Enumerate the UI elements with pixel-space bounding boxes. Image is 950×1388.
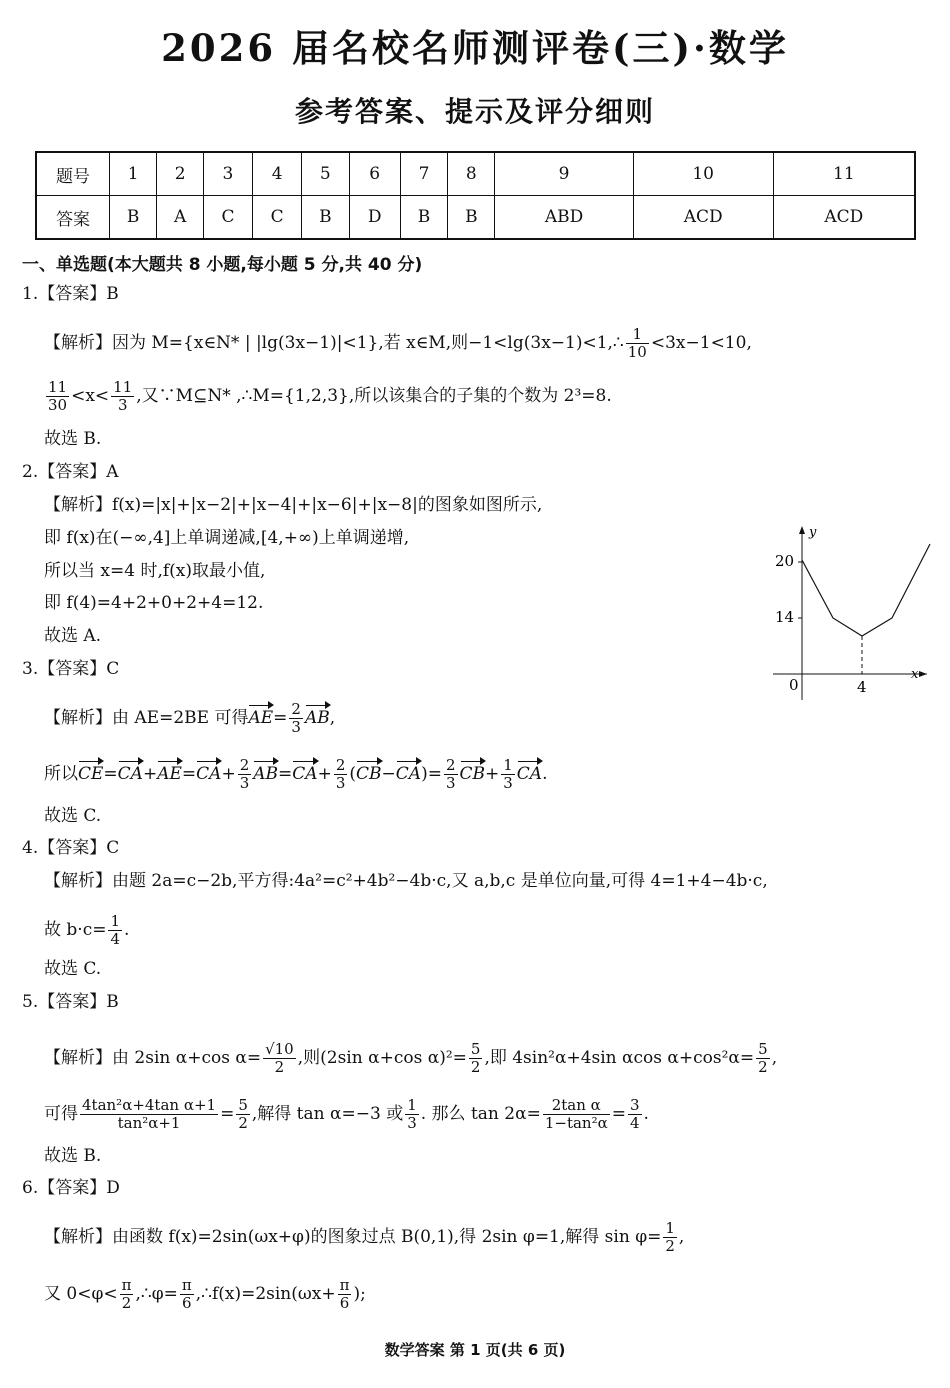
q6-text: 【解析】由函数 f(x)=2sin(ωx+φ)的图象过点 B(0,1),得 2sin φ=1,解得 sin φ= [44, 1227, 662, 1247]
q5-text: ,即 4sin²α+4sin αcos α+cos²α= [484, 1048, 755, 1068]
q1-text: ,又∵M⊆N* ,∴M={1,2,3},所以该集合的子集的个数为 2³=8. [136, 386, 612, 406]
q4-answer: 4.【答案】C [22, 838, 120, 858]
answer-cell: B [110, 196, 157, 240]
q3-line2: 所以CE=CA+AE=CA+ $\frac{2}{3}$ AB=CA+ $\frac{2}{3}$ (CB−CA)= $\frac{2}{3}$ CB+ $\frac{1}{3}$ CA. [44, 756, 548, 792]
x-axis-label: x [911, 667, 919, 682]
y-label-20: 20 [775, 552, 795, 570]
answer-cell: A [157, 196, 204, 240]
q1-conclusion: 故选 B. [44, 429, 102, 449]
q5-line1: 【解析】由 2sin α+cos α= $\frac{√10}{2}$ ,则(2sin α+cos α)²= $\frac{5}{2}$ ,即 4sin²α+4sin αcos α+cos²α= $\frac{5}{2}$ , [44, 1040, 778, 1076]
x-axis-arrow [919, 671, 927, 677]
q5-line2: 可得 $\frac{\text{4tan²α+4tan α+1}}{\text{tan²α+1}}$ = $\frac{5}{2}$ ,解得 tan α=−3 或 $\frac{1}{3}$ . 那么 tan 2α= $\frac{\text{2tan α}}{\text{1−tan²α}}$ = $\frac{3}{4}$ . [44, 1096, 649, 1132]
question-number-cell: 8 [448, 152, 495, 196]
x-label-4: 4 [857, 678, 867, 696]
q2-conclusion: 故选 A. [44, 626, 102, 646]
q6-text: ,∴f(x)=2sin(ωx+ [195, 1284, 336, 1304]
answer-cell: C [203, 196, 252, 240]
answer-cell: ACD [773, 196, 915, 240]
question-number-cell: 3 [203, 152, 252, 196]
q1-text: 【解析】因为 M={x∈N* | |lg(3x−1)|<1},若 x∈M,则−1<lg(3x−1)<1,∴ [44, 333, 624, 353]
q2-answer: 2.【答案】A [22, 462, 119, 482]
y-axis-label: y [809, 525, 817, 540]
answer-table [35, 151, 916, 240]
page-title: 2026 届名校名师测评卷(三)·数学 [161, 26, 789, 70]
page-subtitle: 参考答案、提示及评分细则 [294, 95, 655, 128]
function-graph [765, 522, 935, 702]
q5-text: . 那么 tan 2α= [420, 1104, 541, 1124]
question-number-cell: 10 [633, 152, 773, 196]
fraction: $\frac{1}{10}$ [627, 325, 647, 361]
section-heading: 一、单选题(本大题共 8 小题,每小题 5 分,共 40 分) [22, 255, 423, 275]
q5-conclusion: 故选 B. [44, 1146, 102, 1166]
answer-cell: B [400, 196, 447, 240]
q5-text: 【解析】由 2sin α+cos α= [44, 1048, 262, 1068]
q1-line1 [44, 326, 752, 361]
row-label-answer: 答案 [36, 196, 110, 240]
q4-line2: 故 b·c= $\frac{1}{4}$ . [44, 912, 130, 948]
question-number-cell: 4 [253, 152, 302, 196]
y-label-14: 14 [775, 608, 795, 626]
q2-line3: 所以当 x=4 时,f(x)取最小值, [44, 561, 266, 581]
question-number-cell: 11 [773, 152, 915, 196]
q3-conclusion: 故选 C. [44, 806, 102, 826]
q1-text: <3x−1<10, [650, 333, 752, 353]
question-number-cell: 7 [400, 152, 447, 196]
q1-text: <x< [71, 386, 110, 406]
q4-text: 故 b·c= [44, 920, 107, 940]
fraction: $\frac{11}{30}$ [48, 378, 68, 414]
q2-line4: 即 f(4)=4+2+0+2+4=12. [44, 593, 264, 613]
q5-text: ,则(2sin α+cos α)²= [297, 1048, 467, 1068]
row-label-number: 题号 [36, 152, 110, 196]
q3-text: 所以 [44, 764, 78, 784]
question-number-cell: 5 [302, 152, 349, 196]
q2-line1: 【解析】f(x)=|x|+|x−2|+|x−4|+|x−6|+|x−8|的图象如图所示, [44, 495, 543, 515]
answer-cell: D [349, 196, 400, 240]
page-footer: 数学答案 第 1 页(共 6 页) [384, 1341, 566, 1359]
q4-line1: 【解析】由题 2a=c−2b,平方得:4a²=c²+4b²−4b·c,又 a,b,c 是单位向量,可得 4=1+4−4b·c, [44, 871, 768, 891]
q6-text: ); [353, 1284, 366, 1304]
question-number-cell: 6 [349, 152, 400, 196]
answer-table-number-row [36, 152, 915, 196]
graph-curve [802, 544, 930, 636]
fraction: $\frac{1}{4}$ [110, 912, 121, 948]
q5-text: ,解得 tan α=−3 或 [251, 1104, 404, 1124]
answer-cell: B [302, 196, 349, 240]
y-axis-arrow [799, 526, 805, 534]
q5-answer: 5.【答案】B [22, 992, 119, 1012]
q6-text: 又 0<φ< [44, 1284, 118, 1304]
answer-cell: C [253, 196, 302, 240]
q5-text: 可得 [44, 1104, 78, 1124]
q3-line1: 【解析】由 AE=2BE 可得AE= $\frac{2}{3}$ AB, [44, 700, 336, 736]
origin-label: 0 [789, 676, 799, 694]
q2-line2: 即 f(x)在(−∞,4]上单调递减,[4,+∞)上单调递增, [44, 528, 410, 548]
answer-cell: ABD [495, 196, 633, 240]
q6-line2: 又 0<φ< $\frac{\pi}{2}$ ,∴φ= $\frac{\pi}{6}$ ,∴f(x)=2sin(ωx+ $\frac{\pi}{6}$ ); [44, 1276, 366, 1312]
q3-answer: 3.【答案】C [22, 659, 120, 679]
answer-table-answer-row [36, 196, 915, 240]
question-number-cell: 1 [110, 152, 157, 196]
q4-conclusion: 故选 C. [44, 959, 102, 979]
q1-answer: 1.【答案】B [22, 284, 119, 304]
q1-line2 [44, 379, 612, 414]
question-number-cell: 2 [157, 152, 204, 196]
answer-cell: ACD [633, 196, 773, 240]
q3-text: 【解析】由 AE=2BE 可得 [44, 708, 249, 728]
question-number-cell: 9 [495, 152, 633, 196]
answer-cell: B [448, 196, 495, 240]
fraction: $\frac{11}{3}$ [113, 378, 133, 414]
q6-line1: 【解析】由函数 f(x)=2sin(ωx+φ)的图象过点 B(0,1),得 2sin φ=1,解得 sin φ= $\frac{1}{2}$ , [44, 1219, 685, 1255]
q6-text: ,∴φ= [135, 1284, 178, 1304]
q6-answer: 6.【答案】D [22, 1178, 120, 1198]
